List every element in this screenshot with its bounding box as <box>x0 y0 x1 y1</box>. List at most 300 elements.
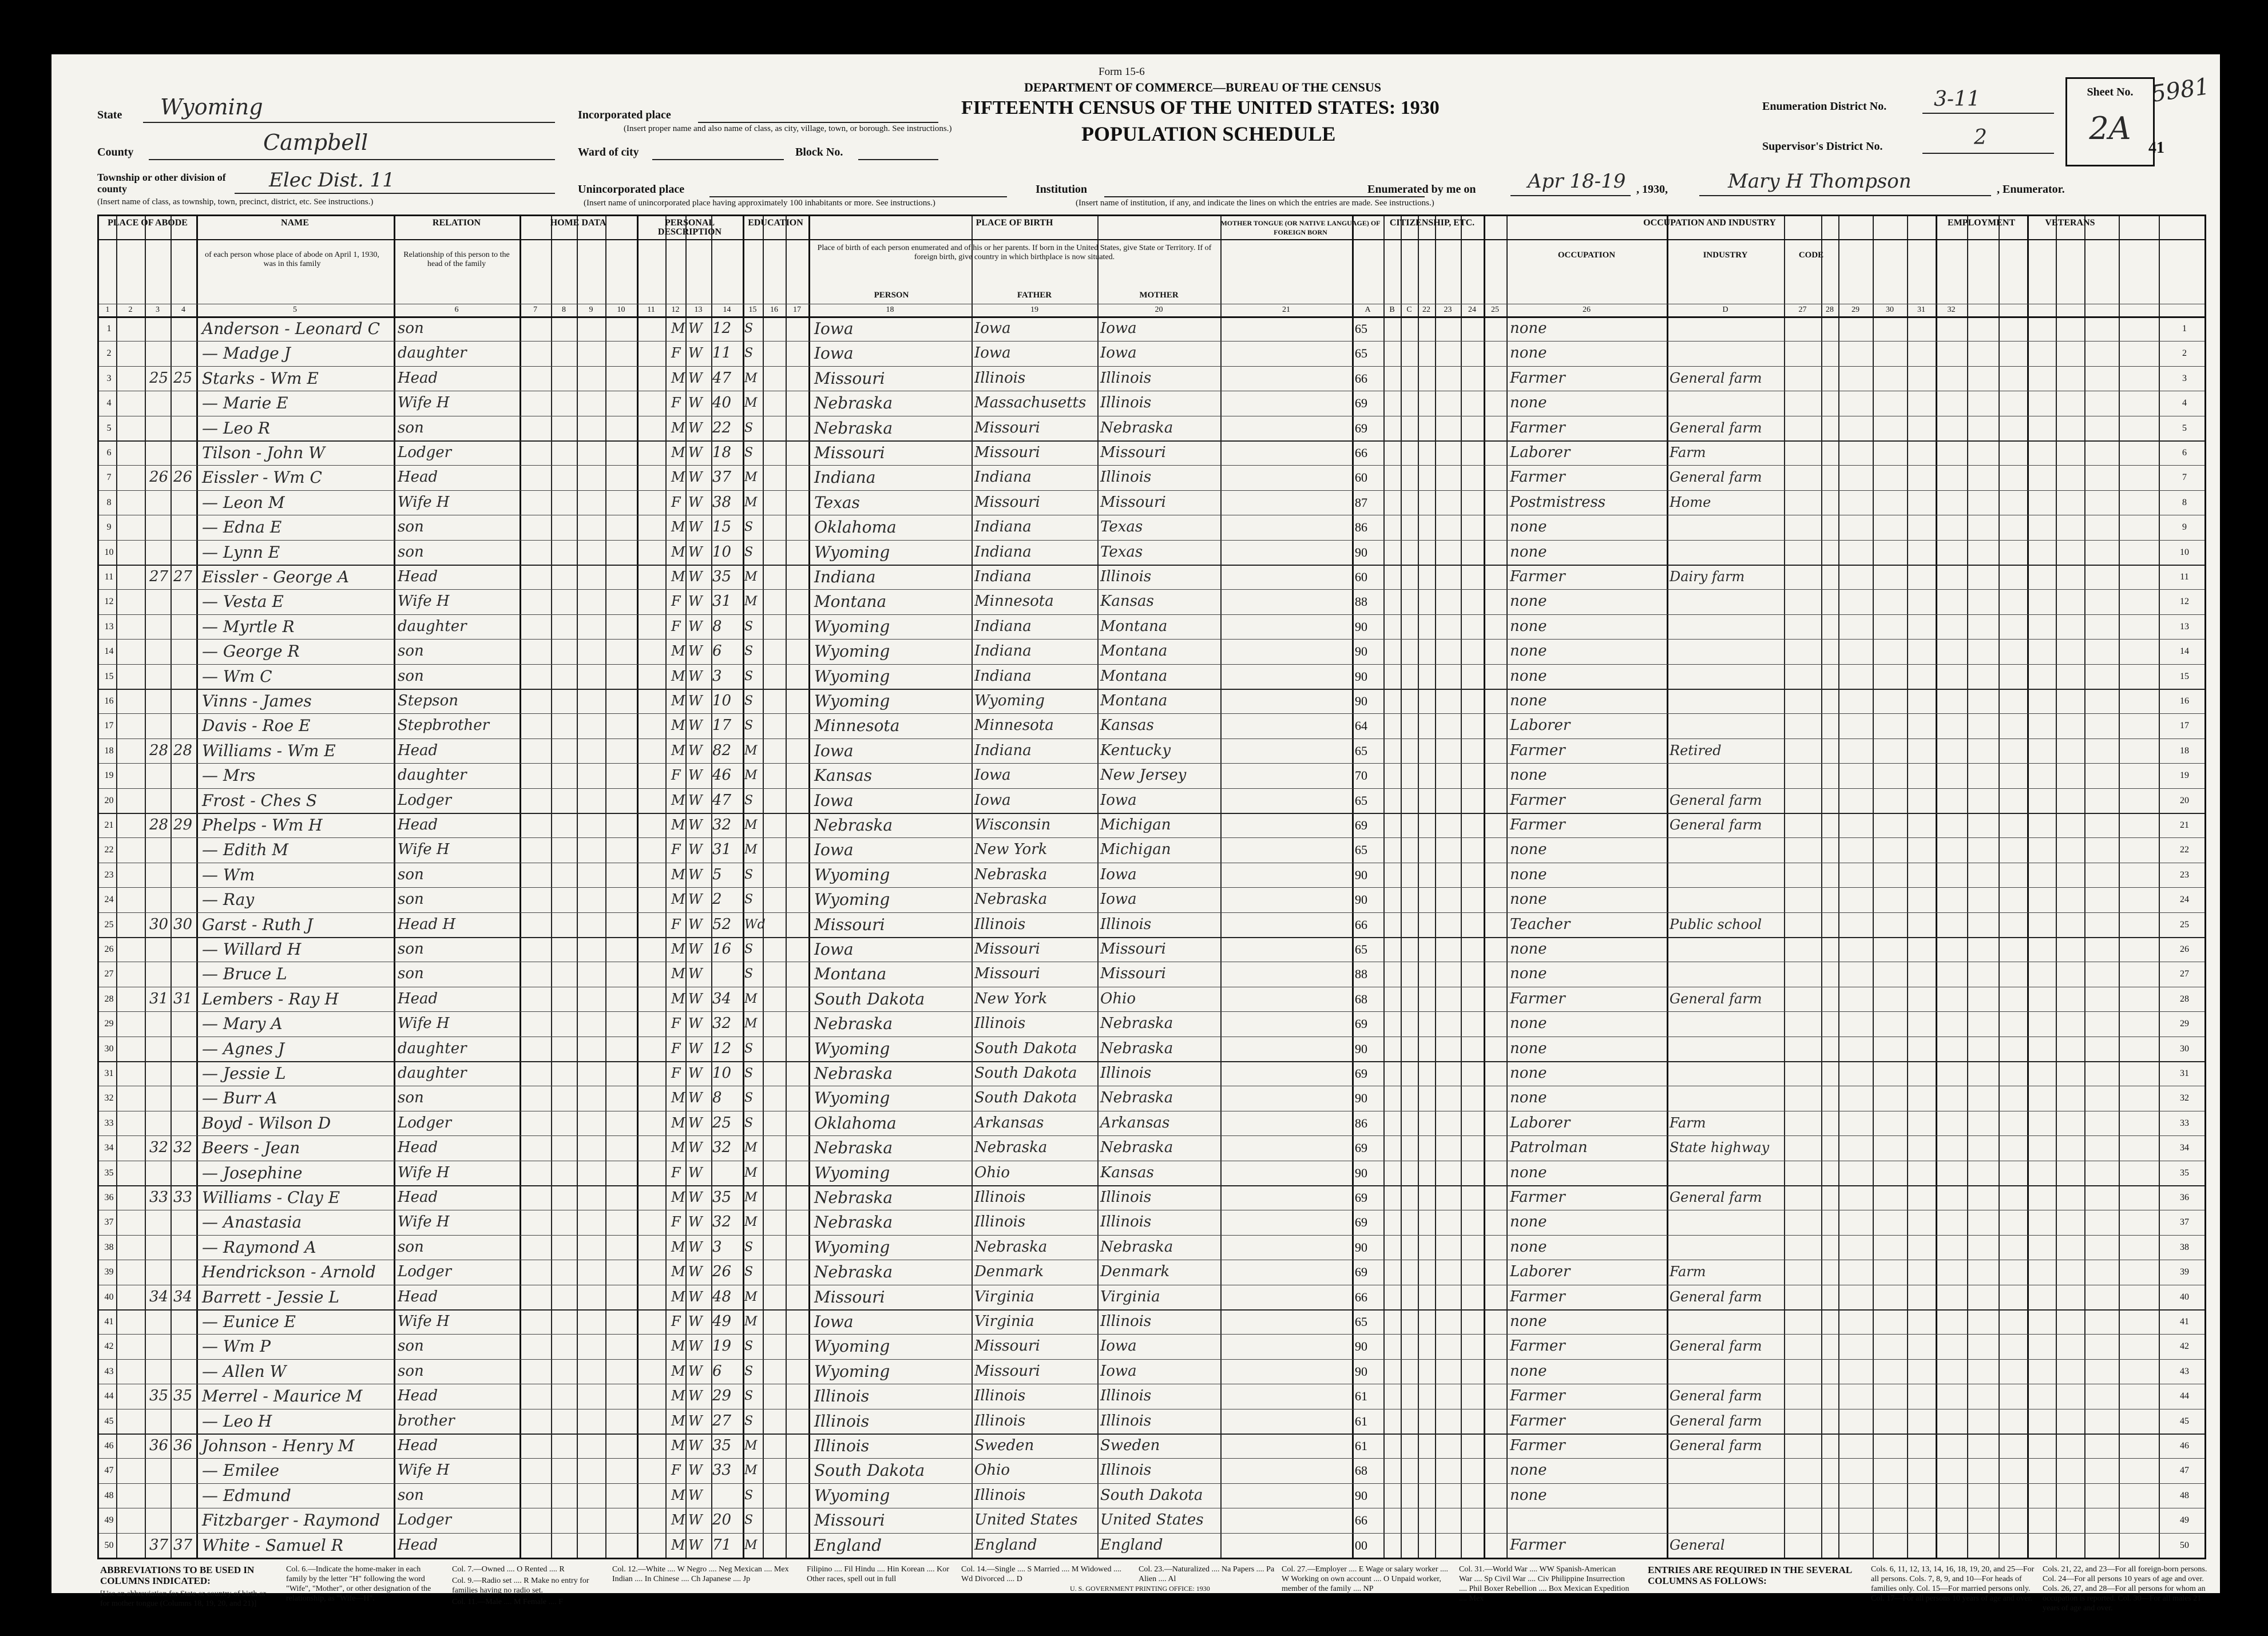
table-row <box>99 1508 2204 1532</box>
department-title: DEPARTMENT OF COMMERCE—BUREAU OF THE CENSUS <box>1024 80 1382 94</box>
sex: F <box>671 1214 681 1230</box>
age: 2 <box>712 891 722 908</box>
person-name: Hendrickson - Arnold <box>202 1262 376 1282</box>
row-number: 4 <box>106 398 112 408</box>
column-number: 19 <box>1030 305 1038 314</box>
birthplace-mother: Nebraska <box>1100 1089 1173 1107</box>
person-name: — Leon M <box>202 493 285 512</box>
table-row <box>99 1061 2204 1086</box>
table-row <box>99 1285 2204 1309</box>
row-number-right: 41 <box>2180 1317 2189 1327</box>
row-number-right: 30 <box>2180 1043 2189 1054</box>
table-row <box>99 1161 2204 1185</box>
person-name: — Agnes J <box>202 1039 285 1058</box>
family-number: 30 <box>173 915 193 933</box>
occupation: Postmistress <box>1510 493 1606 511</box>
birthplace-mother: South Dakota <box>1100 1486 1203 1504</box>
marital-status: M <box>744 1141 758 1155</box>
table-row <box>99 664 2204 689</box>
column-subheader: of each person whose place of abode on April 1, 1930, was in this family <box>205 251 379 268</box>
table-row <box>99 1533 2204 1558</box>
race: W <box>688 1065 703 1081</box>
age: 19 <box>712 1337 732 1355</box>
col14-note: Col. 14.—Single .... S Married .... M Widowed .... Wd Divorced .... D <box>961 1565 1121 1583</box>
dwelling-number: 37 <box>149 1536 169 1554</box>
birthplace-mother: Texas <box>1100 518 1143 536</box>
marital-status: M <box>744 570 758 584</box>
township-value: Elec Dist. 11 <box>269 169 395 192</box>
sex: F <box>671 1015 681 1032</box>
row-number: 49 <box>104 1515 114 1526</box>
race: W <box>688 593 703 610</box>
relation: daughter <box>398 767 467 784</box>
marital-status: S <box>744 942 754 956</box>
birth-code: 69 <box>1355 818 1367 832</box>
column-subheader: FATHER <box>1017 291 1052 300</box>
marital-status: M <box>744 470 758 485</box>
marital-status: Wd <box>744 917 766 932</box>
sex: M <box>671 941 685 957</box>
birth-code: 65 <box>1355 843 1367 857</box>
column-subheader: Relationship of this person to the head of the family <box>403 251 510 268</box>
entries-title: ENTRIES ARE REQUIRED IN THE SEVERAL COLUMNS AS FOLLOWS: <box>1648 1564 1852 1586</box>
row-number-right: 42 <box>2180 1341 2189 1352</box>
table-row <box>99 316 2204 341</box>
row-number: 50 <box>104 1540 114 1550</box>
marital-status: M <box>744 768 758 783</box>
birthplace-mother: Kansas <box>1100 1164 1154 1181</box>
relation: Head <box>398 1387 438 1405</box>
supervisor-label: Supervisor's District No. <box>1762 140 1883 153</box>
person-name: Eissler - Wm C <box>202 468 322 487</box>
person-name: Garst - Ruth J <box>202 915 313 934</box>
person-name: — Vesta E <box>202 592 284 611</box>
relation: son <box>398 1486 424 1504</box>
birthplace-father: Indiana <box>974 741 1032 759</box>
row-number-right: 23 <box>2180 869 2189 880</box>
enumerator-name: Mary H Thompson <box>1728 170 1912 193</box>
marital-status: S <box>744 1513 754 1528</box>
person-name: Davis - Roe E <box>202 716 311 736</box>
relation: Wife H <box>398 1164 450 1181</box>
person-name: — Burr A <box>202 1089 277 1108</box>
relation: Head <box>398 1189 438 1206</box>
birthplace-person: South Dakota <box>814 1461 925 1480</box>
birth-code: 69 <box>1355 1016 1367 1031</box>
table-row <box>99 589 2204 614</box>
relation: son <box>398 667 424 685</box>
column-subheader: CODE <box>1798 251 1824 260</box>
sex: F <box>671 1040 681 1057</box>
birthplace-mother: Illinois <box>1100 1189 1152 1206</box>
column-group-header: PERSONAL DESCRIPTION <box>657 218 722 237</box>
row-number-right: 37 <box>2180 1217 2189 1228</box>
race: W <box>688 1438 703 1454</box>
birthplace-father: Arkansas <box>974 1114 1044 1131</box>
race: W <box>688 1015 703 1032</box>
birthplace-mother: Montana <box>1100 642 1168 660</box>
row-number-right: 49 <box>2180 1515 2189 1526</box>
birthplace-father: Illinois <box>974 1486 1026 1504</box>
marital-status: M <box>744 991 758 1006</box>
dwelling-number: 36 <box>149 1437 169 1454</box>
col23-note: Col. 23.—Naturalized .... Na Papers .... Pa Alien .... Al <box>1139 1565 1275 1583</box>
birth-code: 60 <box>1355 570 1367 584</box>
row-number: 26 <box>104 944 114 954</box>
dwelling-number: 33 <box>149 1189 169 1206</box>
row-number: 25 <box>104 919 114 930</box>
sex: M <box>671 1189 685 1205</box>
marital-status: S <box>744 644 754 659</box>
row-number-right: 46 <box>2180 1441 2189 1451</box>
institution-note: (Insert name of institution, if any, and indicate the lines on which the entries are made. See instructions.) <box>1076 198 1434 208</box>
row-number-right: 38 <box>2180 1242 2189 1252</box>
sex: M <box>671 1536 685 1553</box>
marital-status: S <box>744 1115 754 1130</box>
row-number: 23 <box>104 869 114 880</box>
column-group-header: MOTHER TONGUE (OR NATIVE LANGUAGE) OF FOREIGN BORN <box>1220 219 1381 236</box>
birthplace-person: Wyoming <box>814 542 890 562</box>
col31-note: Col. 31.—World War .... WW Spanish-American War .... Sp Civil War .... Civ Philippine Insurrection .... Phil Boxer Rebellion .... Box Mexican Expedition .... Mex <box>1459 1565 1629 1603</box>
race: W <box>688 494 703 510</box>
relation: Wife H <box>398 1015 450 1033</box>
birthplace-person: South Dakota <box>814 989 925 1008</box>
form-number: Form 15-6 <box>1099 66 1145 78</box>
row-number-right: 9 <box>2182 522 2187 533</box>
row-number-right: 5 <box>2182 423 2187 433</box>
column-number: 16 <box>770 305 778 314</box>
relation: Head <box>398 568 438 585</box>
column-number: 15 <box>748 305 757 314</box>
birthplace-father: Virginia <box>974 1313 1034 1330</box>
row-number-right: 3 <box>2182 373 2187 383</box>
birthplace-father: New York <box>974 841 1048 859</box>
race: W <box>688 1388 703 1404</box>
birthplace-person: Nebraska <box>814 394 893 413</box>
industry: Retired <box>1670 742 1722 759</box>
column-number: 21 <box>1282 305 1290 314</box>
person-name: — Lynn E <box>202 542 280 562</box>
person-name: White - Samuel R <box>202 1535 343 1555</box>
birthplace-father: Ohio <box>974 1164 1010 1181</box>
person-name: — Eunice E <box>202 1312 296 1331</box>
sex: F <box>671 395 681 411</box>
table-row <box>99 788 2204 813</box>
marital-status: S <box>744 1364 754 1379</box>
age: 20 <box>712 1511 732 1529</box>
occupation: none <box>1510 518 1547 536</box>
relation: Stepbrother <box>398 717 490 734</box>
row-number: 11 <box>104 572 114 582</box>
relation: son <box>398 320 424 337</box>
relation: Head <box>398 468 438 486</box>
column-group-header: RELATION <box>432 218 481 228</box>
birth-code: 86 <box>1355 520 1367 535</box>
enum-district-label: Enumeration District No. <box>1762 100 1887 113</box>
race: W <box>688 668 703 684</box>
row-number-right: 29 <box>2180 1019 2189 1029</box>
table-row <box>99 565 2204 589</box>
race: W <box>688 1462 703 1479</box>
sex: M <box>671 1264 685 1280</box>
township-label: Township or other division of county <box>97 172 226 194</box>
relation: Head <box>398 1536 438 1554</box>
table-row <box>99 763 2204 788</box>
race: W <box>688 742 703 759</box>
row-number-right: 45 <box>2180 1416 2189 1426</box>
occupation: none <box>1510 543 1547 561</box>
industry: State highway <box>1670 1139 1770 1156</box>
birthplace-mother: Illinois <box>1100 915 1152 933</box>
birthplace-person: Iowa <box>814 1312 854 1331</box>
family-number: 34 <box>173 1288 193 1305</box>
birth-code: 65 <box>1355 346 1367 361</box>
birthplace-person: Wyoming <box>814 1337 890 1356</box>
occupation: Teacher <box>1510 915 1571 933</box>
age: 47 <box>712 369 732 387</box>
race: W <box>688 717 703 734</box>
person-name: — Madge J <box>202 344 291 363</box>
occupation: none <box>1510 1089 1547 1107</box>
enum-district-value: 3-11 <box>1934 88 1980 111</box>
family-number: 31 <box>173 990 193 1007</box>
column-number: 17 <box>793 305 801 314</box>
row-number-right: 15 <box>2180 671 2189 681</box>
birthplace-father: United States <box>974 1511 1078 1529</box>
birthplace-person: Iowa <box>814 791 854 810</box>
race: W <box>688 519 703 535</box>
column-number: A <box>1365 305 1371 314</box>
birthplace-person: Wyoming <box>814 666 890 686</box>
family-number: 37 <box>173 1536 193 1554</box>
birthplace-father: Indiana <box>974 617 1032 635</box>
occupation: none <box>1510 1213 1547 1231</box>
row-number: 10 <box>104 547 114 557</box>
birthplace-person: Illinois <box>814 1387 870 1406</box>
birthplace-person: Wyoming <box>814 1237 890 1257</box>
age: 40 <box>712 394 732 412</box>
relation: son <box>398 1337 424 1355</box>
marital-status: S <box>744 1389 754 1404</box>
table-row <box>99 1037 2204 1061</box>
race: W <box>688 569 703 585</box>
row-number-right: 50 <box>2180 1540 2189 1550</box>
race: W <box>688 1313 703 1329</box>
birthplace-father: Massachusetts <box>974 394 1087 412</box>
marital-status: S <box>744 1066 754 1081</box>
table-row <box>99 962 2204 986</box>
birth-code: 68 <box>1355 991 1367 1006</box>
industry: General farm <box>1670 370 1762 386</box>
industry: General farm <box>1670 792 1762 808</box>
occupation: Farmer <box>1510 1387 1565 1405</box>
abbrev-note: [Use an abbreviation for State or country of birth or for mother tongue (Columns 18, 19, 20, and 21)] <box>100 1590 266 1608</box>
marital-status: S <box>744 321 754 336</box>
birthplace-father: England <box>974 1536 1037 1554</box>
birthplace-father: South Dakota <box>974 1065 1077 1082</box>
row-number-right: 12 <box>2180 597 2189 607</box>
birthplace-father: Ohio <box>974 1462 1010 1479</box>
birthplace-mother: Missouri <box>1100 965 1166 983</box>
person-name: — Wm P <box>202 1337 271 1356</box>
race: W <box>688 767 703 784</box>
occupation: none <box>1510 642 1547 660</box>
age: 47 <box>712 791 732 809</box>
birthplace-person: Wyoming <box>814 617 890 636</box>
table-row <box>99 937 2204 962</box>
row-number-right: 16 <box>2180 696 2189 706</box>
page-number: 41 <box>2148 139 2164 157</box>
birth-code: 00 <box>1355 1538 1367 1552</box>
sex: M <box>671 1412 685 1429</box>
industry: General farm <box>1670 990 1762 1007</box>
birthplace-mother: Illinois <box>1100 1065 1152 1082</box>
race: W <box>688 1139 703 1156</box>
sex: F <box>671 767 681 784</box>
marital-status: M <box>744 1016 758 1031</box>
person-name: — Myrtle R <box>202 617 295 636</box>
birthplace-father: Iowa <box>974 767 1011 784</box>
race: W <box>688 866 703 883</box>
marital-status: S <box>744 1265 754 1280</box>
age: 31 <box>712 593 732 610</box>
birthplace-person: Montana <box>814 592 887 611</box>
birthplace-mother: Nebraska <box>1100 1015 1173 1033</box>
marital-status: M <box>744 818 758 832</box>
table-row <box>99 366 2204 391</box>
marital-status: M <box>744 1538 758 1552</box>
row-number: 45 <box>104 1416 114 1426</box>
race: W <box>688 419 703 436</box>
race: W <box>688 469 703 486</box>
birthplace-father: South Dakota <box>974 1089 1077 1107</box>
birthplace-mother: New Jersey <box>1100 767 1187 784</box>
marital-status: S <box>744 1041 754 1056</box>
person-name: — Allen W <box>202 1361 287 1381</box>
unincorporated-label: Unincorporated place <box>578 183 685 196</box>
sex: M <box>671 543 685 560</box>
person-name: — Anastasia <box>202 1213 302 1232</box>
sex: M <box>671 1288 685 1305</box>
row-number: 41 <box>104 1317 114 1327</box>
unincorporated-note: (Insert name of unincorporated place having approximately 100 inhabitants or more. See instructions.) <box>584 198 935 208</box>
row-number-right: 32 <box>2180 1093 2189 1103</box>
age: 82 <box>712 741 732 759</box>
birth-code: 65 <box>1355 793 1367 808</box>
occupation: Laborer <box>1510 1263 1571 1281</box>
marital-status: S <box>744 520 754 535</box>
column-number: 10 <box>617 305 625 314</box>
column-group-header: EMPLOYMENT <box>1947 218 2016 228</box>
table-row <box>99 416 2204 440</box>
row-number-right: 27 <box>2180 969 2189 979</box>
column-number: 24 <box>1468 305 1476 314</box>
occupation: none <box>1510 1362 1547 1380</box>
relation: Lodger <box>398 444 452 461</box>
family-number: 36 <box>173 1437 193 1454</box>
person-name: Williams - Wm E <box>202 741 336 760</box>
stamp-number: 5981 <box>2150 73 2211 108</box>
column-group-header: CITIZENSHIP, ETC. <box>1389 218 1475 228</box>
row-number-right: 20 <box>2180 795 2189 805</box>
birthplace-mother: Kansas <box>1100 717 1154 734</box>
birthplace-person: Wyoming <box>814 1039 890 1058</box>
row-number: 46 <box>104 1441 114 1451</box>
row-number-right: 31 <box>2180 1069 2189 1078</box>
township-note: (Insert name of class, as township, town, precinct, district, etc. See instructions.) <box>97 197 374 207</box>
family-number: 33 <box>173 1189 193 1206</box>
row-number: 30 <box>104 1043 114 1054</box>
occupation: Farmer <box>1510 990 1565 1007</box>
occupation: Farmer <box>1510 1412 1565 1429</box>
row-number-right: 11 <box>2180 572 2189 582</box>
person-name: Lembers - Ray H <box>202 989 339 1008</box>
row-number: 34 <box>104 1143 114 1153</box>
marital-status: M <box>744 843 758 857</box>
row-number: 22 <box>104 845 114 855</box>
row-number: 3 <box>106 373 112 383</box>
sex: F <box>671 1164 681 1181</box>
person-name: — Mary A <box>202 1014 283 1034</box>
birth-code: 90 <box>1355 1165 1367 1180</box>
sex: M <box>671 469 685 486</box>
occupation: none <box>1510 767 1547 784</box>
occupation: Laborer <box>1510 444 1571 461</box>
col6-note: Col. 6.—Indicate the home-maker in each family by the letter "H" following the word "Wife", "Mother", or other designation of the relationship, as "Wife—H". <box>286 1565 431 1603</box>
birthplace-father: Sweden <box>974 1437 1034 1454</box>
person-name: Barrett - Jessie L <box>202 1287 339 1307</box>
marital-status: S <box>744 669 754 684</box>
occupation: Farmer <box>1510 1189 1565 1206</box>
person-name: Boyd - Wilson D <box>202 1113 331 1133</box>
enumerated-year: , 1930, <box>1636 183 1668 196</box>
birth-code: 90 <box>1355 644 1367 659</box>
occupation: none <box>1510 1486 1547 1504</box>
age: 46 <box>712 767 732 784</box>
birth-code: 90 <box>1355 867 1367 882</box>
birthplace-father: Wisconsin <box>974 816 1051 833</box>
marital-status: M <box>744 371 758 386</box>
marital-status: M <box>744 1439 758 1453</box>
birthplace-father: Missouri <box>974 444 1040 461</box>
census-title: FIFTEENTH CENSUS OF THE UNITED STATES: 1930 <box>961 97 1440 118</box>
table-row <box>99 440 2204 465</box>
birthplace-mother: Virginia <box>1100 1288 1160 1305</box>
person-name: — Emilee <box>202 1461 279 1480</box>
birthplace-mother: Iowa <box>1100 344 1137 362</box>
age: 32 <box>712 816 732 833</box>
birthplace-mother: Denmark <box>1100 1263 1170 1281</box>
birthplace-person: Missouri <box>814 368 885 388</box>
birthplace-father: Indiana <box>974 642 1032 660</box>
age: 48 <box>712 1288 732 1305</box>
relation: Head H <box>398 915 456 933</box>
birthplace-father: Illinois <box>974 369 1026 387</box>
dwelling-number: 25 <box>149 369 169 387</box>
race: W <box>688 990 703 1007</box>
industry: General farm <box>1670 469 1762 486</box>
birthplace-mother: Nebraska <box>1100 1139 1173 1157</box>
occupation: Farmer <box>1510 1536 1565 1554</box>
table-row <box>99 540 2204 565</box>
race: W <box>688 618 703 634</box>
col12-note: Col. 12.—White .... W Negro .... Neg Mexican .... Mex Indian .... In Chinese .... Ch Japanese .... Jp <box>612 1565 789 1583</box>
column-number: 5 <box>293 305 297 314</box>
row-number-right: 28 <box>2180 994 2189 1004</box>
person-name: — Mrs <box>202 766 256 785</box>
row-number: 38 <box>104 1242 114 1252</box>
industry: Public school <box>1670 916 1762 932</box>
